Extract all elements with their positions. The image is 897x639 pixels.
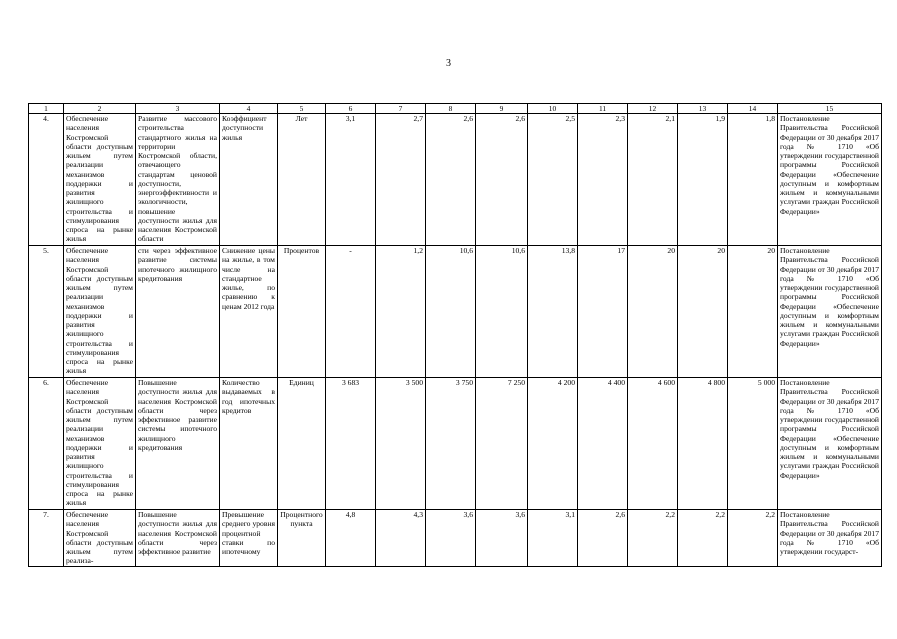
header-cell: 7 bbox=[376, 104, 426, 114]
basis-cell: Постановление Правительства Российской Федерации от 30 декабря 2017 года № 1710 «Об утверждении государственной программы Российской Федерации «Обеспечение доступным и комфортным жильем и коммунальными услугами граждан Российской Федерации» bbox=[778, 246, 882, 378]
row-number: 4. bbox=[29, 114, 64, 246]
header-cell: 8 bbox=[426, 104, 476, 114]
unit-cell: Лет bbox=[278, 114, 326, 246]
value-cell: 2,3 bbox=[578, 114, 628, 246]
value-cell: 7 250 bbox=[476, 378, 528, 510]
value-cell: 2,2 bbox=[728, 510, 778, 567]
header-cell: 5 bbox=[278, 104, 326, 114]
value-cell: 2,2 bbox=[628, 510, 678, 567]
unit-cell: Процентного пункта bbox=[278, 510, 326, 567]
event-cell: Повышение доступности жилья для населения Костромской области через эффективное развитие системы ипотечного жилищного кредитования bbox=[136, 378, 220, 510]
row-number: 6. bbox=[29, 378, 64, 510]
value-cell: 2,6 bbox=[426, 114, 476, 246]
header-cell: 12 bbox=[628, 104, 678, 114]
value-cell: 10,6 bbox=[426, 246, 476, 378]
header-cell: 6 bbox=[326, 104, 376, 114]
header-cell: 1 bbox=[29, 104, 64, 114]
value-cell: 2,5 bbox=[528, 114, 578, 246]
value-cell: 1,2 bbox=[376, 246, 426, 378]
row-number: 5. bbox=[29, 246, 64, 378]
value-cell: 2,6 bbox=[476, 114, 528, 246]
indicator-text: Превышение среднего уровня процентной ставки по ипотечному bbox=[222, 510, 275, 556]
page-number: 3 bbox=[446, 58, 451, 69]
table-row bbox=[29, 246, 882, 378]
value-cell: 3 750 bbox=[426, 378, 476, 510]
basis-cell bbox=[778, 510, 882, 567]
value-cell: 3,1 bbox=[326, 114, 376, 246]
value-cell: 4,3 bbox=[376, 510, 426, 567]
value-cell: 4 600 bbox=[628, 378, 678, 510]
event-text: Повышение доступности жилья для населения Костромской области через эффективное развитие bbox=[138, 510, 217, 556]
value-cell: 2,6 bbox=[578, 510, 628, 567]
header-cell: 2 bbox=[64, 104, 136, 114]
value-cell: 5 000 bbox=[728, 378, 778, 510]
value-cell: 13,8 bbox=[528, 246, 578, 378]
value-cell: 20 bbox=[628, 246, 678, 378]
value-cell: 1,8 bbox=[728, 114, 778, 246]
header-cell: 15 bbox=[778, 104, 882, 114]
header-cell: 4 bbox=[220, 104, 278, 114]
header-cell: 10 bbox=[528, 104, 578, 114]
unit-cell: Процентов bbox=[278, 246, 326, 378]
value-cell: 3,1 bbox=[528, 510, 578, 567]
value-cell: 3 500 bbox=[376, 378, 426, 510]
table-row bbox=[29, 510, 882, 567]
value-cell: 4 800 bbox=[678, 378, 728, 510]
value-cell: 20 bbox=[728, 246, 778, 378]
indicators-table bbox=[28, 103, 882, 567]
task-cell: Обеспечение населения Костромской области доступным жильем путем реализации механизмов поддержки и развития жилищного строительства и стимулирования спроса на рынке жилья bbox=[64, 114, 136, 246]
header-cell: 13 bbox=[678, 104, 728, 114]
task-cell: Обеспечение населения Костромской области доступным жильем путем реализации механизмов поддержки и развития жилищного строительства и стимулирования спроса на рынке жилья bbox=[64, 246, 136, 378]
value-cell: 4,8 bbox=[326, 510, 376, 567]
indicator-cell: Количество выдаваемых в год ипотечных кредитов bbox=[220, 378, 278, 510]
event-cell bbox=[136, 510, 220, 567]
table-row bbox=[29, 378, 882, 510]
table-row bbox=[29, 114, 882, 246]
value-cell: 3,6 bbox=[476, 510, 528, 567]
value-cell: 2,2 bbox=[678, 510, 728, 567]
row-number: 7. bbox=[29, 510, 64, 567]
unit-cell: Единиц bbox=[278, 378, 326, 510]
value-cell: 10,6 bbox=[476, 246, 528, 378]
basis-cell: Постановление Правительства Российской Федерации от 30 декабря 2017 года № 1710 «Об утверждении государственной программы Российской Федерации «Обеспечение доступным и комфортным жильем и коммунальными услугами граждан Российской Федерации» bbox=[778, 378, 882, 510]
value-cell: 3,6 bbox=[426, 510, 476, 567]
event-cell: Развитие массового строительства стандартного жилья на территории Костромской области, отвечающего стандартам ценовой доступности, энергоэффективности и экологичности, повышение доступности жилья для населения Костромской области bbox=[136, 114, 220, 246]
value-cell: 2,7 bbox=[376, 114, 426, 246]
value-cell: 20 bbox=[678, 246, 728, 378]
basis-text: Постановление Правительства Российской Федерации от 30 декабря 2017 года № 1710 «Об утверждении государст- bbox=[780, 510, 879, 556]
value-cell: 1,9 bbox=[678, 114, 728, 246]
task-cell: Обеспечение населения Костромской области доступным жильем путем реализации механизмов поддержки и развития жилищного строительства и стимулирования спроса на рынке жилья bbox=[64, 378, 136, 510]
task-cell bbox=[64, 510, 136, 567]
header-row bbox=[29, 104, 882, 114]
value-cell: 4 400 bbox=[578, 378, 628, 510]
value-cell: 3 683 bbox=[326, 378, 376, 510]
indicator-cell: Снижение цены на жилье, в том числе на стандартное жилье, по сравнению к ценам 2012 года bbox=[220, 246, 278, 378]
event-cell: сти через эффективное развитие системы ипотечного жилищного кредитования bbox=[136, 246, 220, 378]
header-cell: 14 bbox=[728, 104, 778, 114]
value-cell: 2,1 bbox=[628, 114, 678, 246]
value-cell: 17 bbox=[578, 246, 628, 378]
basis-cell: Постановление Правительства Российской Федерации от 30 декабря 2017 года № 1710 «Об утверждении государственной программы Российской Федерации «Обеспечение доступным и комфортным жильем и коммунальными услугами граждан Российской Федерации» bbox=[778, 114, 882, 246]
value-cell: - bbox=[326, 246, 376, 378]
indicator-cell bbox=[220, 510, 278, 567]
indicator-cell: Коэффициент доступности жилья bbox=[220, 114, 278, 246]
header-cell: 3 bbox=[136, 104, 220, 114]
value-cell: 4 200 bbox=[528, 378, 578, 510]
header-cell: 9 bbox=[476, 104, 528, 114]
header-cell: 11 bbox=[578, 104, 628, 114]
task-text: Обеспечение населения Костромской области доступным жильем путем реализа- bbox=[66, 510, 133, 566]
